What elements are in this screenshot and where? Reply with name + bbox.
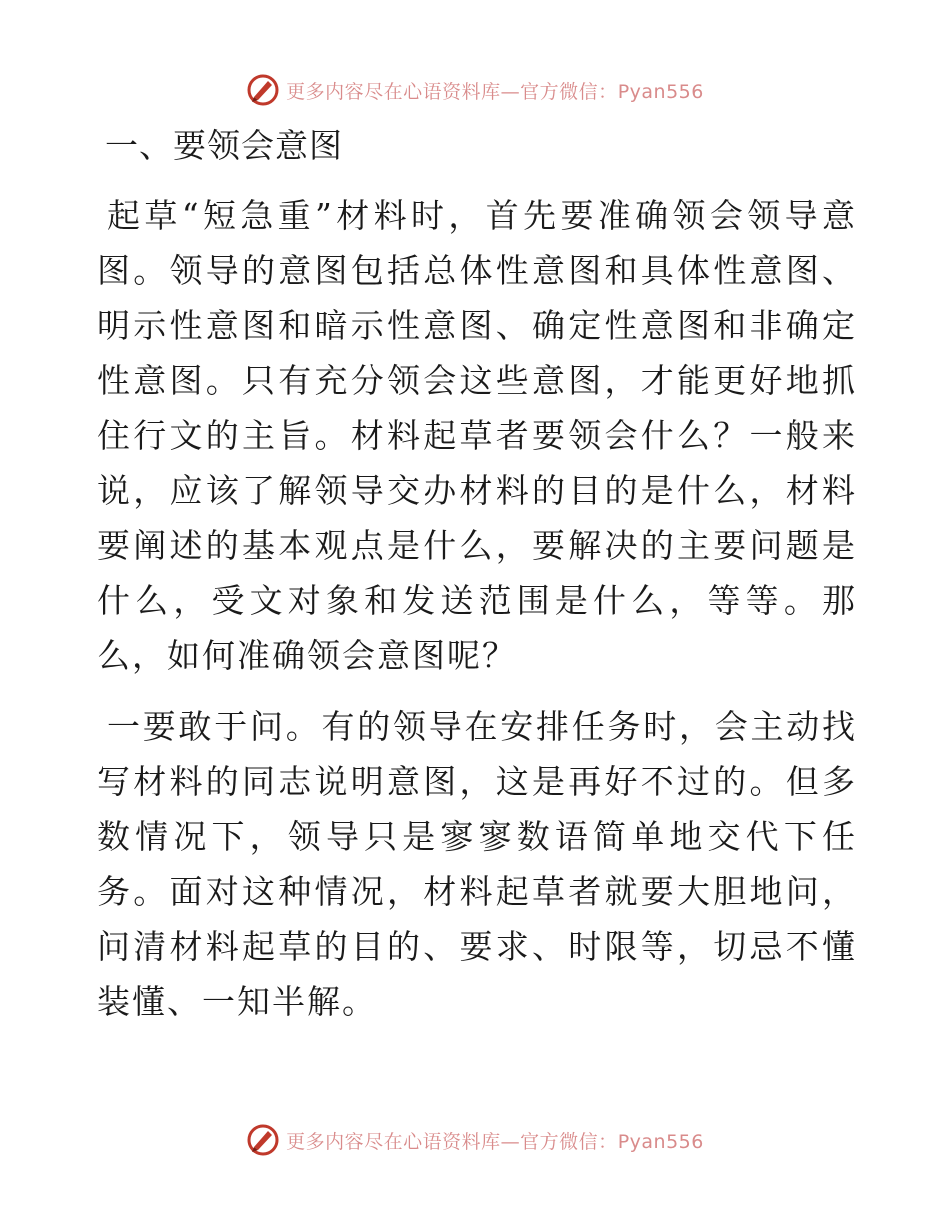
banner-separator: —: [500, 1130, 521, 1153]
banner-brand: 更多内容尽在心语资料库: [286, 1130, 501, 1153]
paragraph-2: 一要敢于问。有的领导在安排任务时，会主动找写材料的同志说明意图，这是再好不过的。但多数情况下，领导只是寥寥数语简单地交代下任务。面对这种情况，材料起草者就要大胆地问，问清材料起草的目的、要求、时限等，切忌不懂装懂、一知半解。: [97, 707, 857, 1021]
header-banner: [0, 70, 950, 110]
banner-text: [286, 1127, 704, 1154]
paragraph-1: 起草“短急重”材料时，首先要准确领会领导意图。领导的意图包括总体性意图和具体性意图、明示性意图和暗示性意图、确定性意图和非确定性意图。只有充分领会这些意图，才能更好地抓住行文的主旨。材料起草者要领会什么？一般来说，应该了解领导交办材料的目的是什么，材料要阐述的基本观点是什么，要解决的主要问题是什么，受文对象和发送范围是什么，等等。那么，如何准确领会意图呢？: [97, 196, 857, 675]
banner-wechat-label: 官方微信：: [520, 1130, 618, 1153]
pen-logo-icon: [246, 73, 280, 107]
banner-separator: —: [500, 80, 521, 103]
footer-banner: [0, 1120, 950, 1160]
document-body: [97, 118, 857, 1045]
banner-wechat-id: Pyan556: [617, 1130, 704, 1153]
section-heading: 一、要领会意图: [105, 126, 343, 165]
banner-wechat-id: Pyan556: [617, 80, 704, 103]
banner-text: [286, 77, 704, 104]
banner-brand: 更多内容尽在心语资料库: [286, 80, 501, 103]
banner-wechat-label: 官方微信：: [520, 80, 618, 103]
pen-logo-icon: [246, 1123, 280, 1157]
